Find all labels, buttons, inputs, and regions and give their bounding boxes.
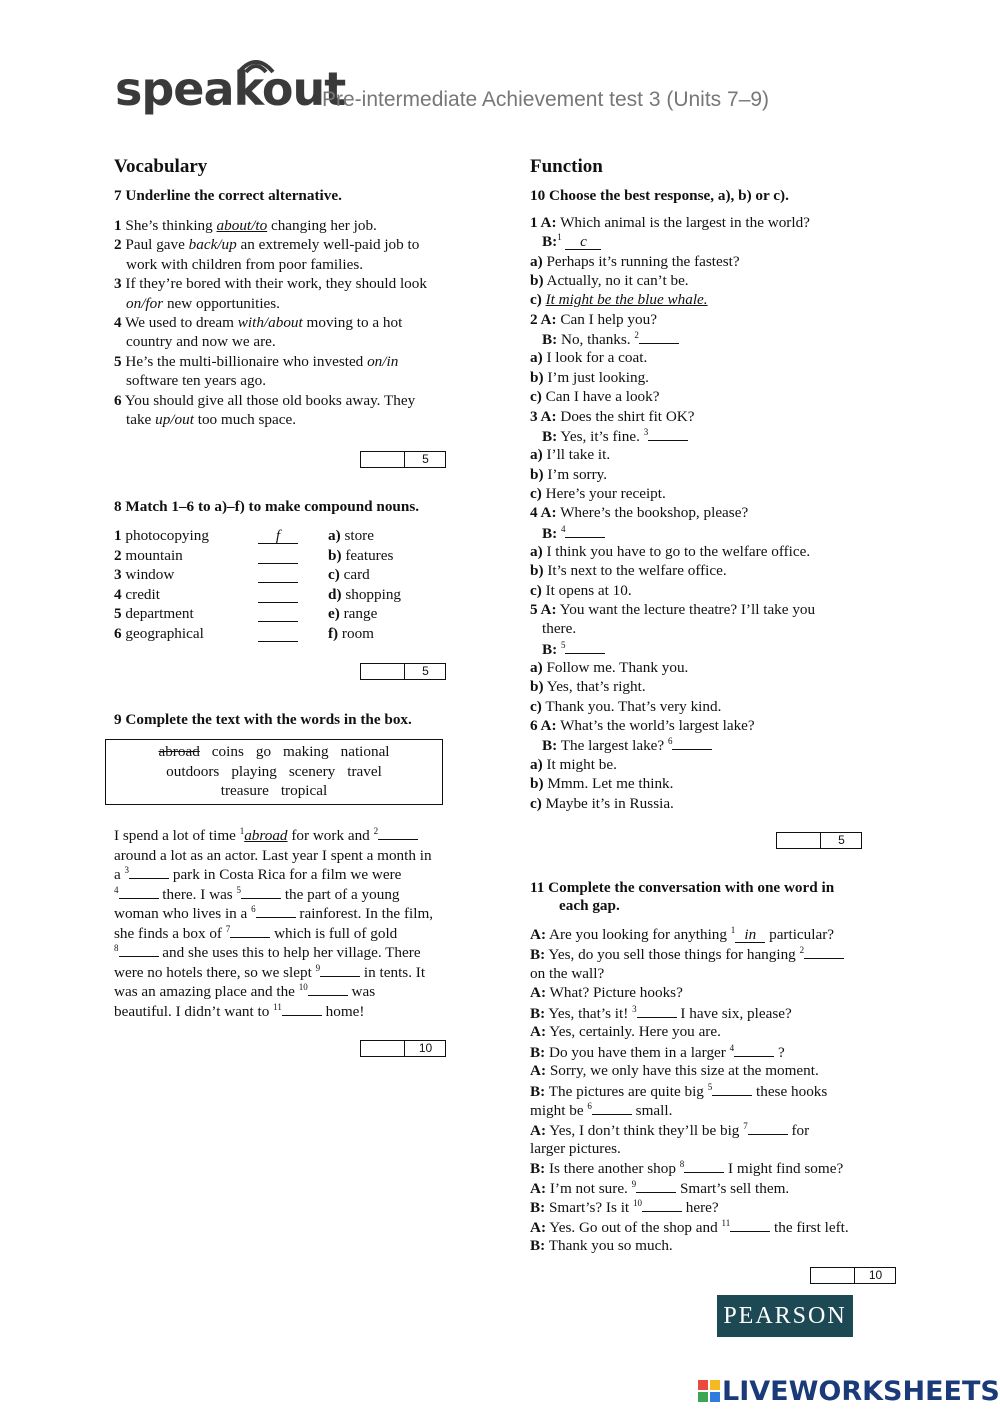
gap-field[interactable]: [804, 945, 844, 959]
list-item: 6 A: What’s the world’s largest lake?: [530, 717, 755, 735]
list-item: a) store: [328, 527, 374, 544]
list-item: 4 We used to dream with/about moving to a hot: [114, 314, 403, 331]
list-item: c) It might be the blue whale.: [530, 291, 708, 309]
word-box-word: travel: [347, 762, 382, 780]
ex10-score-box: [776, 832, 862, 849]
gap-field[interactable]: [592, 1101, 632, 1115]
list-item: f) room: [328, 625, 374, 642]
list-item: 3 A: Does the shirt fit OK?: [530, 407, 695, 425]
alternative-option[interactable]: on/for: [126, 294, 164, 312]
list-item: on the wall?: [530, 964, 605, 982]
list-item: 1 A: Which animal is the largest in the world?: [530, 214, 810, 231]
gap-field[interactable]: [748, 1121, 788, 1135]
word-box-word: scenery: [288, 762, 336, 780]
list-item: b) I’m sorry.: [530, 465, 608, 483]
list-item: 3 window: [114, 566, 175, 584]
list-item: b) features: [328, 546, 394, 564]
ex9-score: 10: [404, 1041, 446, 1056]
speakout-logo: [115, 62, 345, 116]
ex11-score: 10: [854, 1268, 896, 1283]
list-item: B: $^4$: [542, 524, 605, 543]
list-item: b) Yes, that’s right.: [530, 678, 646, 696]
word-box-word: treasure: [220, 782, 269, 799]
ex7-score-box: [360, 451, 446, 468]
word-box-word: coins: [211, 743, 244, 760]
list-item: b) Mmm. Let me think.: [530, 775, 674, 793]
word-box-word: go: [255, 743, 272, 760]
list-item: 5 A: You want the lecture theatre? I’ll take you: [530, 601, 816, 618]
list-item: a) I think you have to go to the welfare office.: [530, 542, 811, 560]
gap-field[interactable]: [119, 885, 159, 899]
liveworksheets-icon: [698, 1380, 720, 1402]
list-item: work with children from poor families.: [126, 255, 364, 273]
gap-field[interactable]: [642, 1198, 682, 1212]
gap-field[interactable]: [734, 1043, 774, 1057]
match-answer-field[interactable]: [258, 586, 298, 603]
list-item: a) It might be.: [530, 755, 617, 773]
answer-field[interactable]: in: [735, 927, 765, 943]
gap-field[interactable]: [119, 943, 159, 957]
list-item: A: Are you looking for anything $^1$ in particular?: [530, 924, 835, 943]
list-item: c) Here’s your receipt.: [530, 484, 666, 502]
word-box-word: making: [283, 743, 329, 760]
list-item: take up/out too much space.: [126, 411, 296, 428]
list-item: d) shopping: [328, 585, 402, 603]
list-item: there.: [542, 620, 577, 638]
match-answer-field[interactable]: [258, 566, 298, 583]
list-item: B: Thank you so much.: [530, 1237, 673, 1255]
list-item: A: I’m not sure. $^9$ Smart’s sell them.: [530, 1178, 790, 1197]
gap-field[interactable]: [256, 904, 296, 918]
ex8-score-box: [360, 663, 446, 680]
list-item: on/for new opportunities.: [126, 294, 280, 312]
list-item: a) I’ll take it.: [530, 446, 611, 464]
list-item: A: Sorry, we only have this size at the moment.: [530, 1062, 819, 1080]
page-title: Pre-intermediate Achievement test 3 (Units 7–9): [322, 88, 770, 111]
ex7-instruction: 7 Underline the correct alternative.: [114, 187, 342, 204]
list-item: might be $^6$ small.: [530, 1100, 673, 1120]
list-item: B: $^5$: [542, 640, 605, 659]
list-item: e) range: [328, 605, 378, 623]
list-item: 5 department: [114, 605, 194, 623]
list-item: B:$^1$ c: [542, 233, 601, 251]
list-item: country and now we are.: [126, 333, 276, 351]
list-item: 2 Paul gave back/up an extremely well-paid job to: [114, 236, 420, 254]
gap-answer: abroad: [244, 827, 288, 844]
list-item: B: The pictures are quite big $^5$ these hooks: [530, 1081, 828, 1100]
list-item: larger pictures.: [530, 1139, 621, 1157]
match-answer-field[interactable]: [258, 625, 298, 642]
alternative-option[interactable]: up/out: [155, 411, 194, 428]
match-answer-field[interactable]: [258, 605, 298, 622]
list-item: A: Yes, I don’t think they’ll be big $^7$ for: [530, 1120, 810, 1139]
selected-answer: It might be the blue whale.: [545, 291, 708, 309]
ex8-score: 5: [404, 664, 446, 679]
gap-field[interactable]: [282, 1002, 322, 1016]
ex8-instruction: 8 Match 1–6 to a)–f) to make compound nouns.: [114, 498, 420, 515]
ex11-instruction: 11 Complete the conversation with one word in each gap.: [530, 879, 835, 914]
list-item: B: Do you have them in a larger $^4$ ?: [530, 1042, 785, 1061]
match-answer-field[interactable]: [258, 547, 298, 564]
list-item: c) It opens at 10.: [530, 581, 632, 599]
list-item: a) Follow me. Thank you.: [530, 659, 689, 677]
list-item: 4 credit: [114, 585, 160, 603]
list-item: B: Yes, that’s it! $^3$ I have six, please?: [530, 1003, 792, 1022]
list-item: A: What? Picture hooks?: [530, 984, 683, 1002]
word-box: [105, 739, 443, 805]
answer-field[interactable]: c: [565, 234, 601, 250]
gap-field[interactable]: [637, 1004, 677, 1018]
list-item: 5 He’s the multi-billionaire who invested on/in: [114, 352, 399, 370]
gap-field[interactable]: [672, 736, 712, 750]
gap-field[interactable]: [639, 330, 679, 344]
gap-field[interactable]: [565, 524, 605, 538]
alternative-option[interactable]: about/to: [216, 217, 268, 234]
ex9-instruction: 9 Complete the text with the words in the box.: [114, 711, 412, 728]
list-item: software ten years ago.: [126, 372, 267, 390]
liveworksheets-watermark: LIVEWORKSHEETS: [698, 1376, 1000, 1407]
ex11-score-box: [810, 1267, 896, 1284]
list-item: b) It’s next to the welfare office.: [530, 562, 727, 580]
list-item: b) I’m just looking.: [530, 368, 649, 386]
gap-field[interactable]: [636, 1179, 676, 1193]
pearson-logo: PEARSON: [717, 1295, 853, 1337]
gap-field[interactable]: [241, 885, 281, 899]
word-box-word: national: [340, 743, 390, 760]
gap-field[interactable]: [565, 640, 605, 654]
gap-field[interactable]: [730, 1218, 770, 1232]
list-item: A: Yes. Go out of the shop and $^{11}$ the first left.: [530, 1217, 849, 1236]
list-item: B: The largest lake? $^6$: [542, 736, 712, 755]
gap-field[interactable]: [320, 963, 360, 977]
ex9-score-box: [360, 1040, 446, 1057]
list-item: 3 If they’re bored with their work, they should look: [114, 275, 427, 293]
gap-field[interactable]: [712, 1082, 752, 1096]
word-box-word: abroad: [158, 743, 200, 760]
section-heading-vocabulary: Vocabulary: [114, 156, 208, 177]
list-item: 4 A: Where’s the bookshop, please?: [530, 504, 749, 522]
word-box-word: tropical: [280, 782, 328, 799]
list-item: a) Perhaps it’s running the fastest?: [530, 252, 740, 270]
ex9-text: I spend a lot of time $^1$abroad for work and $^2$ around a lot as an actor. Last year I spent a month in a $^3$ park in Costa Rica for a film we were $^4$ there. I was $^5$ the part of a young woman who lives in a $^6$ rainforest. In the film, she finds a box of $^7$ which is full of gold $^8$ and she uses this to help her village. There were no hotels there, so we slept $^9$ in tents. It was an amazing place and the $^{10}$ was beautiful. I didn’t want to $^{11}$ home!: [114, 825, 434, 1020]
list-item: c) Can I have a look?: [530, 388, 660, 406]
gap-field[interactable]: [308, 982, 348, 996]
list-item: 2 A: Can I help you?: [530, 310, 657, 328]
list-item: B: No, thanks. $^2$: [542, 330, 679, 349]
match-answer-field[interactable]: f: [258, 527, 298, 544]
section-heading-function: Function: [530, 156, 603, 177]
list-item: a) I look for a coat.: [530, 349, 648, 367]
list-item: 1 She’s thinking about/to changing her job.: [114, 217, 377, 234]
gap-field[interactable]: [684, 1159, 724, 1173]
list-item: b) Actually, no it can’t be.: [530, 272, 689, 290]
list-item: 6 geographical: [114, 625, 204, 642]
alternative-option[interactable]: on/in: [367, 352, 399, 370]
list-item: c) Thank you. That’s very kind.: [530, 697, 722, 715]
gap-field[interactable]: [129, 865, 169, 879]
list-item: 6 You should give all those old books away. They: [114, 391, 416, 409]
alternative-option[interactable]: with/about: [237, 314, 303, 331]
list-item: B: Yes, it’s fine. $^3$: [542, 427, 688, 446]
list-item: B: Yes, do you sell those things for hanging $^2$: [530, 945, 844, 964]
ex10-instruction: 10 Choose the best response, a), b) or c).: [530, 187, 789, 204]
word-box-word: playing: [231, 762, 277, 780]
gap-field[interactable]: [230, 924, 270, 938]
word-box-word: outdoors: [166, 762, 220, 780]
ex10-score: 5: [820, 833, 862, 848]
gap-field[interactable]: [648, 427, 688, 441]
list-item: 1 photocopying: [114, 527, 209, 544]
alternative-option[interactable]: back/up: [188, 236, 237, 254]
gap-field[interactable]: [378, 826, 418, 840]
list-item: 2 mountain: [114, 546, 183, 564]
list-item: A: Yes, certainly. Here you are.: [530, 1023, 721, 1041]
ex7-score: 5: [404, 452, 446, 467]
list-item: B: Is there another shop $^8$ I might find some?: [530, 1159, 844, 1178]
list-item: c) card: [328, 566, 370, 584]
list-item: c) Maybe it’s in Russia.: [530, 794, 674, 812]
brand-name: speakout: [115, 62, 346, 116]
list-item: B: Smart’s? Is it $^{10}$ here?: [530, 1198, 719, 1217]
